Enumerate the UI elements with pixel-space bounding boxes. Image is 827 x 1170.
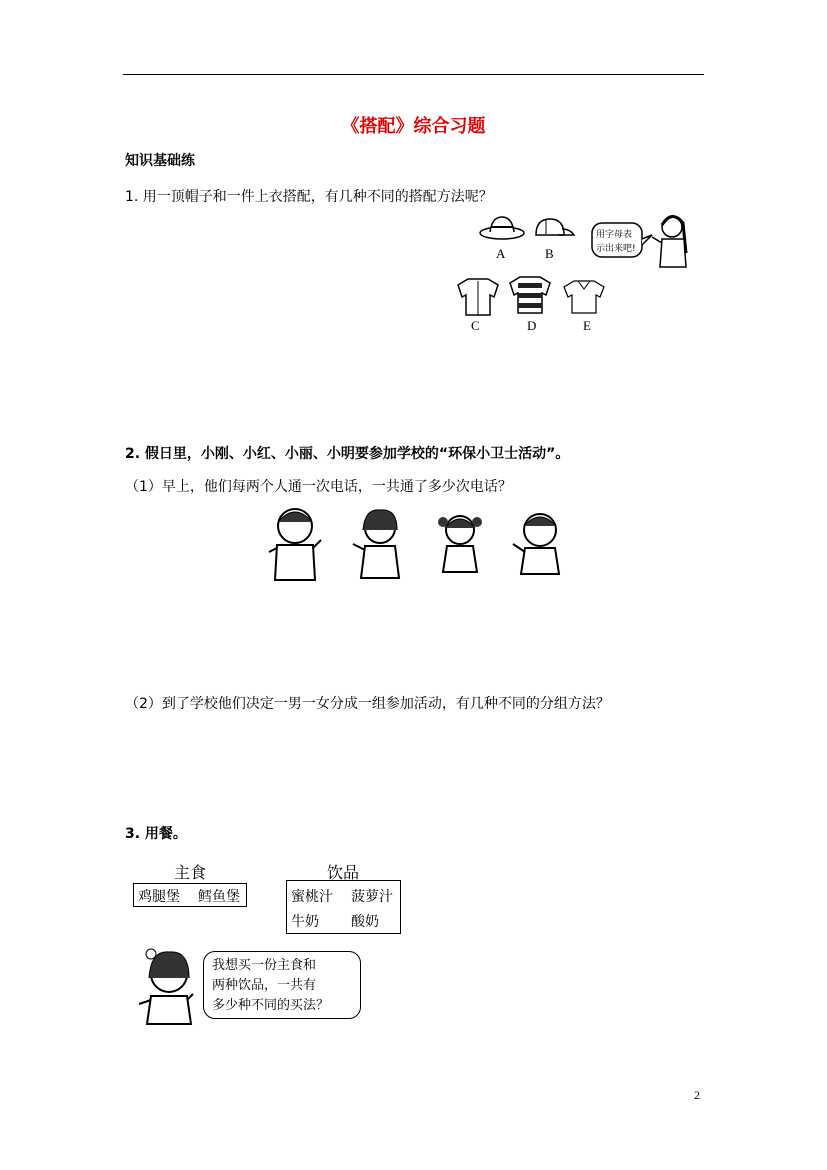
bubble-line-3: 多少种不同的买法？ [212,998,330,1013]
girl-figure-icon [652,216,686,267]
page-title: 《搭配》综合习题 [341,116,486,137]
drink-item: 牛奶 [291,914,319,930]
staple-item: 鸡腿堡 [138,889,180,905]
q1-illustration [440,205,710,345]
question-2-part-1: （1）早上，他们每两个人通一次电话，一共通了多少次电话？ [125,479,512,495]
label-b: B [545,246,554,261]
page-number: 2 [694,1088,700,1102]
shirt-d-icon [510,277,550,313]
drink-item: 蜜桃汁 [291,889,333,905]
boy-2-icon [513,514,559,574]
hat-a-icon [480,217,524,239]
question-2: 2. 假日里，小刚、小红、小丽、小明要参加学校的“环保小卫士活动”。 [125,446,570,462]
label-d: D [527,318,537,333]
speech-bubble [203,951,361,1019]
drink-item: 酸奶 [351,914,379,930]
drink-item: 菠萝汁 [351,889,393,905]
boy-1-icon [269,509,321,580]
shirt-c-icon [458,279,498,315]
bubble-line-2: 示出来吧! [596,244,636,254]
question-3: 3. 用餐。 [125,826,187,842]
girl-1-icon [353,510,399,578]
label-c: C [471,318,480,333]
question-2-part-2: （2）到了学校他们决定一男一女分成一组参加活动，有几种不同的分组方法？ [125,696,610,712]
staple-item: 鳕鱼堡 [198,889,240,905]
label-a: A [496,246,506,261]
drink-title: 饮品 [326,863,359,882]
bubble-line-1: 用字母表 [596,230,633,240]
staple-table [133,883,247,907]
cap-b-icon [536,219,574,235]
girl-2-icon [438,516,482,572]
section-heading: 知识基础练 [125,153,195,169]
bubble-line-2: 两种饮品，一共有 [212,978,317,993]
question-1: 1. 用一顶帽子和一件上衣搭配，有几种不同的搭配方法呢？ [125,189,493,205]
girl-speaker-icon [133,944,213,1026]
drink-table [286,880,401,934]
speech-bubble [592,223,652,257]
label-e: E [583,318,591,333]
children-illustration [255,500,575,585]
staple-title: 主食 [173,863,206,882]
shirt-e-icon [564,281,604,313]
bubble-line-1: 我想买一份主食和 [212,958,317,973]
header-rule [123,74,704,75]
